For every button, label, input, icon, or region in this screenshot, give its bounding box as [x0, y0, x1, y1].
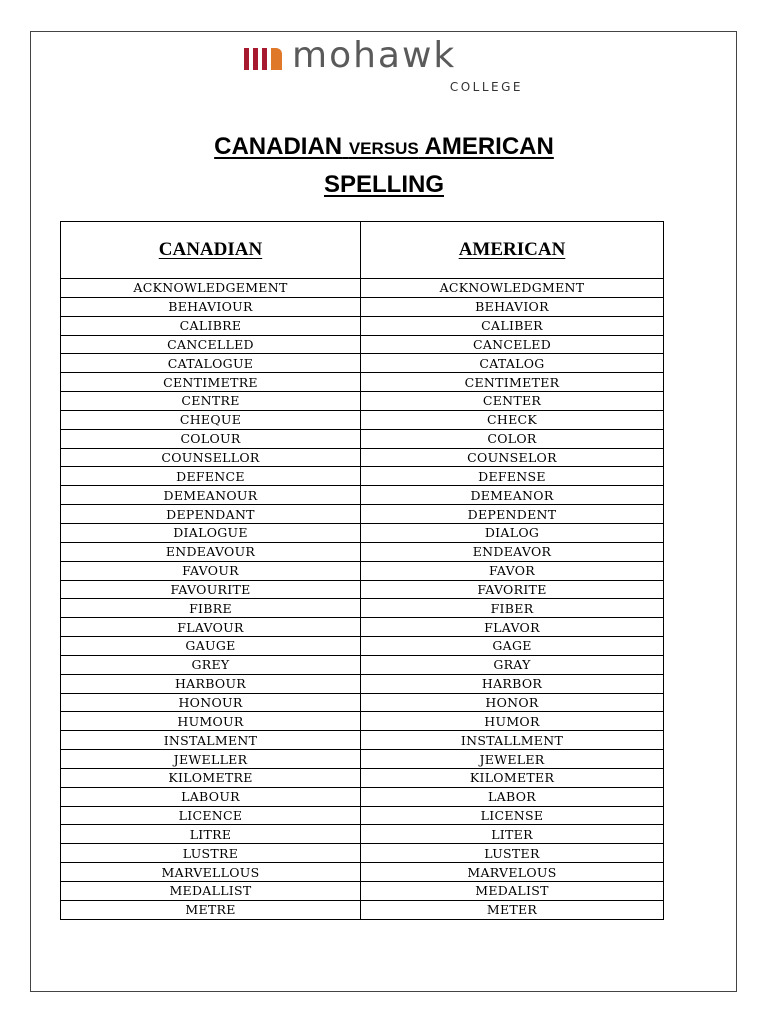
american-cell: METER: [361, 900, 664, 919]
american-cell: KILOMETER: [361, 768, 664, 787]
american-cell: LUSTER: [361, 844, 664, 863]
canadian-cell: CHEQUE: [61, 410, 361, 429]
table-row: [61, 316, 664, 335]
canadian-cell: CENTRE: [61, 392, 361, 411]
canadian-cell: ENDEAVOUR: [61, 542, 361, 561]
canadian-cell: FAVOUR: [61, 561, 361, 580]
canadian-cell: CATALOGUE: [61, 354, 361, 373]
american-cell: LABOR: [361, 787, 664, 806]
canadian-cell: DEPENDANT: [61, 505, 361, 524]
table-row: [61, 900, 664, 919]
american-cell: DIALOG: [361, 523, 664, 542]
table-row: [61, 335, 664, 354]
spelling-table: [60, 221, 664, 920]
table-row: [61, 561, 664, 580]
american-cell: CANCELED: [361, 335, 664, 354]
american-cell: DEMEANOR: [361, 486, 664, 505]
table-row: [61, 768, 664, 787]
canadian-cell: DIALOGUE: [61, 523, 361, 542]
table-row: [61, 674, 664, 693]
table-row: [61, 392, 664, 411]
canadian-cell: MEDALLIST: [61, 882, 361, 901]
table-row: [61, 806, 664, 825]
american-cell: MEDALIST: [361, 882, 664, 901]
american-cell: JEWELER: [361, 750, 664, 769]
table-header-row: [61, 222, 664, 279]
table-row: [61, 863, 664, 882]
american-cell: LITER: [361, 825, 664, 844]
table-row: [61, 279, 664, 298]
table-row: [61, 618, 664, 637]
title-word-versus: VERSUS: [348, 139, 419, 158]
canadian-cell: DEFENCE: [61, 467, 361, 486]
table-row: [61, 505, 664, 524]
canadian-cell: FLAVOUR: [61, 618, 361, 637]
canadian-cell: DEMEANOUR: [61, 486, 361, 505]
canadian-cell: HONOUR: [61, 693, 361, 712]
table-row: [61, 467, 664, 486]
mohawk-college-logo: [244, 35, 526, 97]
table-row: [61, 580, 664, 599]
table-row: [61, 693, 664, 712]
table-row: [61, 410, 664, 429]
document-title-line2: SPELLING: [323, 171, 444, 198]
logo-bar: [253, 48, 258, 70]
canadian-cell: MARVELLOUS: [61, 863, 361, 882]
american-cell: CENTER: [361, 392, 664, 411]
table-row: [61, 787, 664, 806]
table-row: [61, 731, 664, 750]
column-header-canadian: CANADIAN: [61, 222, 361, 279]
american-cell: MARVELOUS: [361, 863, 664, 882]
american-cell: FAVORITE: [361, 580, 664, 599]
table-body: [61, 279, 664, 920]
canadian-cell: LUSTRE: [61, 844, 361, 863]
title-word-canadian: CANADIAN: [214, 133, 343, 160]
canadian-cell: GAUGE: [61, 637, 361, 656]
table-row: [61, 354, 664, 373]
table-row: [61, 429, 664, 448]
canadian-cell: FAVOURITE: [61, 580, 361, 599]
american-cell: ENDEAVOR: [361, 542, 664, 561]
american-cell: ACKNOWLEDGMENT: [361, 279, 664, 298]
american-cell: FLAVOR: [361, 618, 664, 637]
canadian-cell: LABOUR: [61, 787, 361, 806]
canadian-cell: COLOUR: [61, 429, 361, 448]
canadian-cell: FIBRE: [61, 599, 361, 618]
table-row: [61, 750, 664, 769]
logo-bar: [262, 48, 267, 70]
american-cell: HARBOR: [361, 674, 664, 693]
american-cell: DEPENDENT: [361, 505, 664, 524]
logo-wordmark: mohawk: [292, 35, 457, 76]
table-row: [61, 599, 664, 618]
table-row: [61, 542, 664, 561]
canadian-cell: LICENCE: [61, 806, 361, 825]
canadian-cell: ACKNOWLEDGEMENT: [61, 279, 361, 298]
table-row: [61, 373, 664, 392]
canadian-cell: INSTALMENT: [61, 731, 361, 750]
american-cell: COUNSELOR: [361, 448, 664, 467]
american-cell: COLOR: [361, 429, 664, 448]
canadian-cell: JEWELLER: [61, 750, 361, 769]
logo-subtitle: COLLEGE: [449, 80, 523, 94]
canadian-cell: METRE: [61, 900, 361, 919]
american-cell: CENTIMETER: [361, 373, 664, 392]
american-cell: CALIBER: [361, 316, 664, 335]
table-row: [61, 882, 664, 901]
table-row: [61, 637, 664, 656]
table-row: [61, 655, 664, 674]
table-row: [61, 297, 664, 316]
american-cell: CATALOG: [361, 354, 664, 373]
table-row: [61, 844, 664, 863]
canadian-cell: BEHAVIOUR: [61, 297, 361, 316]
american-cell: BEHAVIOR: [361, 297, 664, 316]
american-cell: HUMOR: [361, 712, 664, 731]
table-row: [61, 523, 664, 542]
canadian-cell: HARBOUR: [61, 674, 361, 693]
american-cell: FIBER: [361, 599, 664, 618]
table-row: [61, 712, 664, 731]
canadian-cell: COUNSELLOR: [61, 448, 361, 467]
table-row: [61, 448, 664, 467]
american-cell: CHECK: [361, 410, 664, 429]
table-row: [61, 825, 664, 844]
canadian-cell: CENTIMETRE: [61, 373, 361, 392]
american-cell: INSTALLMENT: [361, 731, 664, 750]
logo-bar: [244, 48, 249, 70]
document-title: [0, 131, 768, 165]
canadian-cell: HUMOUR: [61, 712, 361, 731]
table-row: [61, 486, 664, 505]
american-cell: DEFENSE: [361, 467, 664, 486]
american-cell: HONOR: [361, 693, 664, 712]
canadian-cell: KILOMETRE: [61, 768, 361, 787]
american-cell: GRAY: [361, 655, 664, 674]
canadian-cell: CALIBRE: [61, 316, 361, 335]
american-cell: LICENSE: [361, 806, 664, 825]
column-header-american: AMERICAN: [361, 222, 664, 279]
american-cell: GAGE: [361, 637, 664, 656]
title-word-american: AMERICAN: [424, 133, 554, 160]
logo-bar: [271, 48, 282, 70]
canadian-cell: GREY: [61, 655, 361, 674]
canadian-cell: CANCELLED: [61, 335, 361, 354]
american-cell: FAVOR: [361, 561, 664, 580]
canadian-cell: LITRE: [61, 825, 361, 844]
